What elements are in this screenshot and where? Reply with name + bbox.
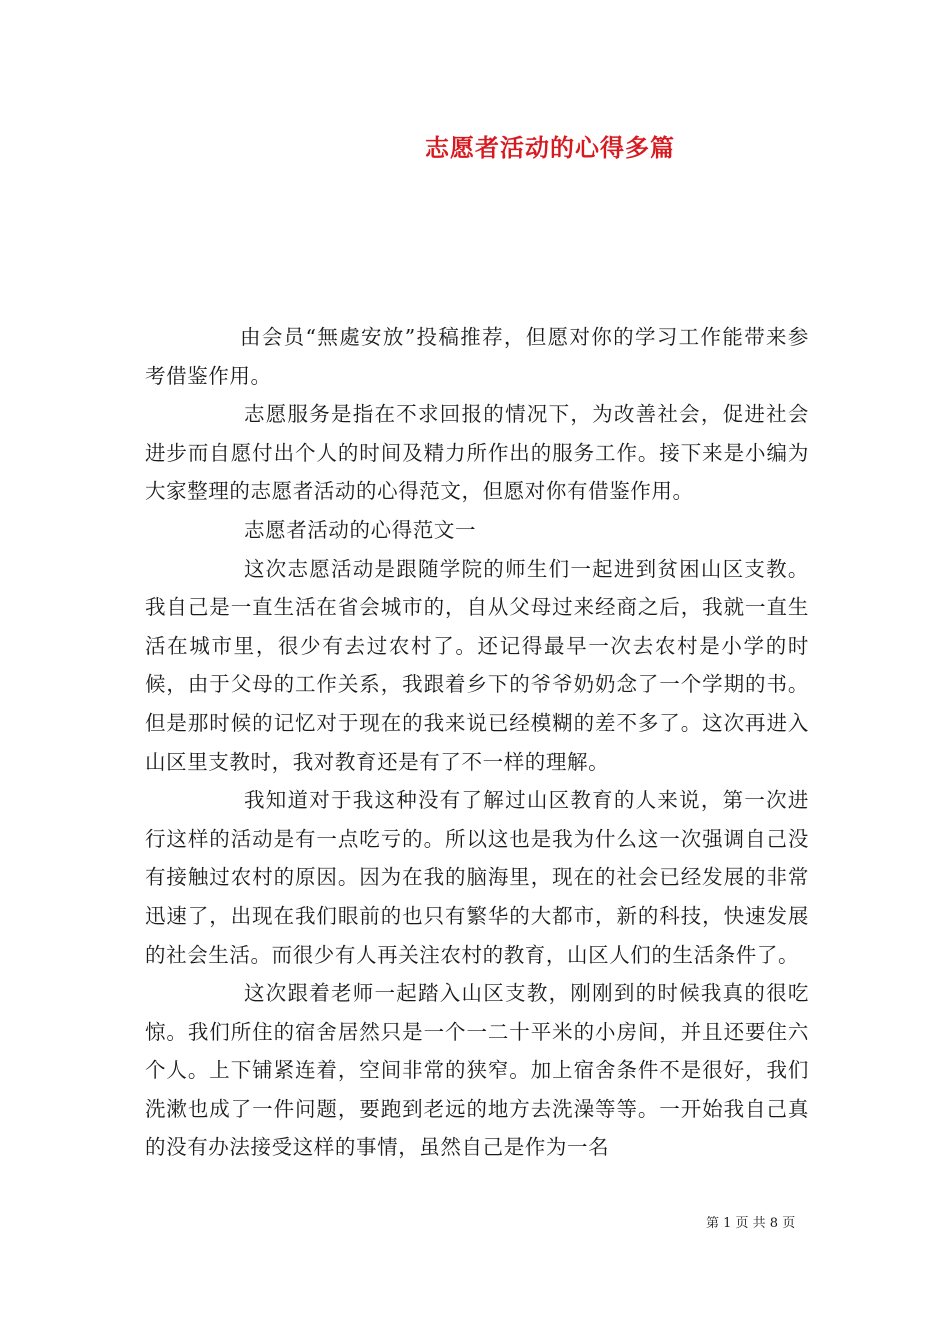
- paragraph: 这次志愿活动是跟随学院的师生们一起进到贫困山区支教。我自己是一直生活在省会城市的，自从父母过来经商之后，我就一直生活在城市里，很少有去过农村了。还记得最早一次去农村是小学的时候，由于父母的工作关系，我跟着乡下的爷爷奶奶念了一个学期的书。但是那时候的记忆对于现在的我来说已经模糊的差不多了。这次再进入山区里支教时，我对教育还是有了不一样的理解。: [145, 556, 809, 774]
- document-title: 志愿者活动的心得多篇: [425, 133, 675, 162]
- intro-paragraph: 由会员“無處安放”投稿推荐，但愿对你的学习工作能带来参考借鉴作用。: [145, 325, 809, 388]
- section-heading: 志愿者活动的心得范文一: [244, 517, 477, 542]
- document-body: [145, 318, 809, 1167]
- page-number: 第 1 页 共 8 页: [706, 1216, 796, 1231]
- paragraph: 我知道对于我这种没有了解过山区教育的人来说，第一次进行这样的活动是有一点吃亏的。所以这也是我为什么这一次强调自己没有接触过农村的原因。因为在我的脑海里，现在的社会已经发展的非常迅速了，出现在我们眼前的也只有繁华的大都市，新的科技，快速发展的社会生活。而很少有人再关注农村的教育，山区人们的生活条件了。: [145, 788, 809, 967]
- paragraph: 这次跟着老师一起踏入山区支教，刚刚到的时候我真的很吃惊。我们所住的宿舍居然只是一个一二十平米的小房间，并且还要住六个人。上下铺紧连着，空间非常的狭窄。加上宿舍条件不是很好，我们洗漱也成了一件问题，要跑到老远的地方去洗澡等等。一开始我自己真的没有办法接受这样的事情，虽然自己是作为一名: [145, 981, 809, 1160]
- paragraph: 志愿服务是指在不求回报的情况下，为改善社会，促进社会进步而自愿付出个人的时间及精力所作出的服务工作。接下来是小编为大家整理的志愿者活动的心得范文，但愿对你有借鉴作用。: [145, 402, 809, 504]
